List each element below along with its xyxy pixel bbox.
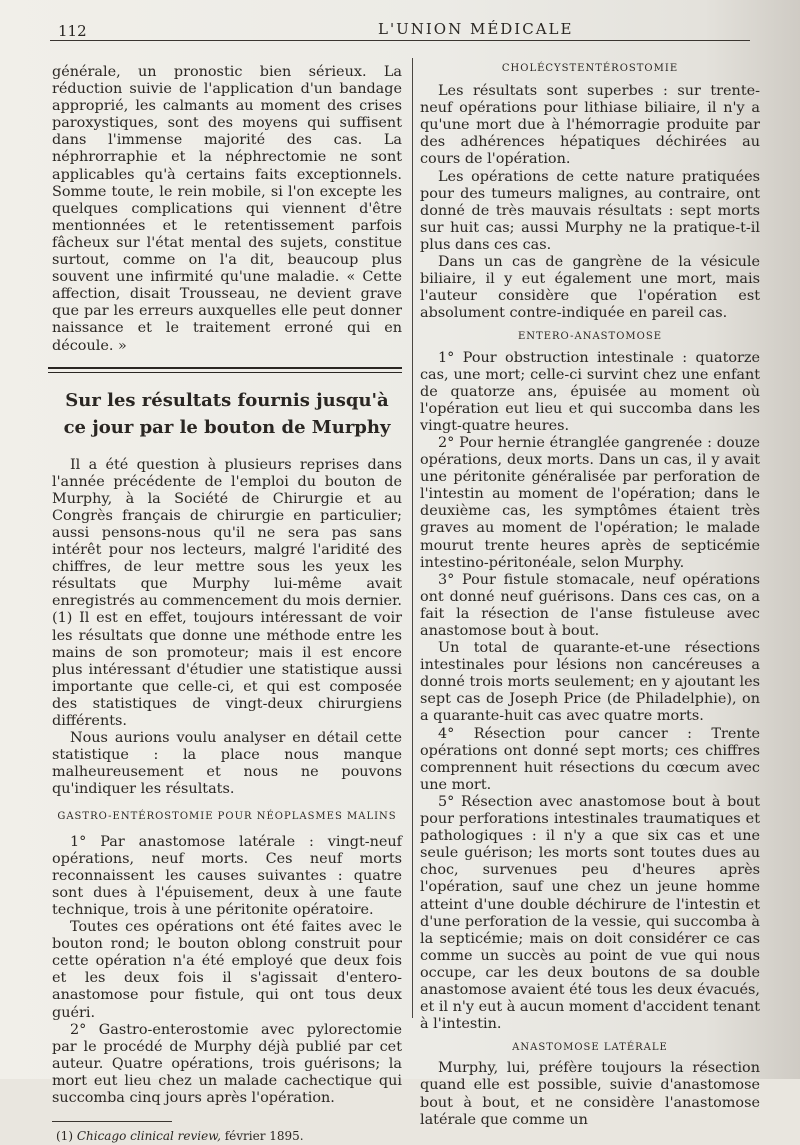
section-heading: ANASTOMOSE LATÉRALE — [512, 1042, 668, 1054]
paragraph: générale, un pronostic bien sérieux. La réduction suivie de l'application d'un bandage approprié, les calmants au moment des crises paroxystiques, sont des moyens qui suffisent dans l'immense majorité des cas. La néphrorraphie et la néphrectomie ne sont applicables qu'à certains faits exceptionnels. Somme toute, le rein mobile, si l'on excepte les quelques complications qui viennent d'être mentionnées et le retentissement parfois fâcheux sur l'état mental des sujets, constitue surtout, comme on l'a dit, beaucoup plus souvent une infirmité qu'une maladie. « Cette affection, disait Trousseau, ne devient grave que par les erreurs auxquelles elle peut donner naissance et le traitement erroné qui en découle. » — [52, 64, 402, 354]
paragraph: Il a été question à plusieurs reprises dans l'année précédente de l'emploi du bouton de Murphy, à la Société de Chirurgie et au Congrès français de chirurgie en particulier; aussi pensons-nous qu'il ne sera pas sans intérêt pour nos lecteurs, malgré l'aridité des chiffres, de leur mettre sous les yeux les résultats que Murphy lui-même avait enregistrés au commencement du mois dernier. (1) Il est en effet, toujours intéressant de voir les résultats que donne une méthode entre les mains de son promoteur; mais il est encore plus intéressant d'étudier une statistique aussi importante que celle-ci, et qui est composée des statistiques de vingt-deux chirurgiens différents. — [52, 456, 402, 729]
article-title: Sur les résultats fournis jusqu'à ce jour par le bouton de Murphy — [63, 389, 391, 438]
header-rule — [50, 40, 750, 41]
footnote-mark: (1) — [56, 1129, 73, 1144]
paragraph: 4° Résection pour cancer : Trente opérations ont donné sept morts; ces chiffres comprennent huit résections du cœcum avec une mort. — [420, 725, 760, 793]
running-title: L'UNION MÉDICALE — [378, 20, 574, 38]
paragraph: 2° Gastro-enterostomie avec pylorectomie par le procédé de Murphy déjà publié par cet auteur. Quatre opérations, trois guérisons; la mort eut lieu chez un malade cachectique qui succomba cinq jours après l'opération. — [52, 1021, 402, 1106]
paragraph: Murphy, lui, préfère toujours la résection quand elle est possible, suivie d'anastomose bout à bout, et ne considère l'anastomose latérale que comme un — [420, 1060, 760, 1128]
paragraph: Toutes ces opérations ont été faites avec le bouton rond; le bouton oblong construit pour cette opération n'a été employé que deux fois et les deux fois il s'agissait d'entero-anastomose pour fistule, qui ont tous deux guéri. — [52, 919, 402, 1021]
paragraph: Dans un cas de gangrène de la vésicule biliaire, il y eut également une mort, mais l'auteur considère que l'opération est absolument contre-indiquée en pareil cas. — [420, 254, 760, 322]
paragraph: 3° Pour fistule stomacale, neuf opérations ont donné neuf guérisons. Dans ces cas, on a fait la résection de l'anse fistuleuse avec anastomose bout à bout. — [420, 571, 760, 639]
section-heading: ENTERO-ANASTOMOSE — [518, 331, 662, 343]
paragraph: Les résultats sont superbes : sur trente-neuf opérations pour lithiase biliaire, il n'y a qu'une mort due à l'hémorragie produite par des adhérences hépatiques déchirées au cours de l'opération. — [420, 83, 760, 168]
footnote-date: février 1895. — [224, 1129, 304, 1144]
left-column — [52, 64, 402, 1145]
paragraph: Un total de quarante-et-une résections intestinales pour lésions non cancéreuses a donné trois morts seulement; en y ajoutant les sept cas de Joseph Price (de Philadelphie), on a quarante-huit cas avec quatre morts. — [420, 640, 760, 725]
paragraph: Les opérations de cette nature pratiquées pour des tumeurs malignes, au contraire, ont donné de très mauvais résultats : sept morts sur huit cas; aussi Murphy ne la pratique-t-il plus dans ces cas. — [420, 168, 760, 253]
footnote-source: Chicago clinical review, — [76, 1129, 221, 1144]
page-number: 112 — [58, 22, 87, 40]
paragraph: 5° Résection avec anastomose bout à bout pour perforations intestinales traumatiques et pathologiques : il n'y a que six cas et une seule guérison; les morts sont toutes dues au choc, survenues peu d'heures après l'opération, sauf une chez un jeune homme atteint d'une double déchirure de l'intestin et d'une perforation de la vessie, qui succomba à la septicémie; mais on doit considérer ce cas comme un succès au point de vue qui nous occupe, car les deux boutons de sa double anastomose avaient été tous les deux évacués, et il n'y eut à aucun moment d'accident tenant à l'intestin. — [420, 793, 761, 1033]
paragraph: 2° Pour hernie étranglée gangrenée : douze opérations, deux morts. Dans un cas, il y avait une péritonite généralisée par perforation de l'intestin au moment de l'opération; dans le deuxième cas, les symptômes étaient très graves au moment de l'opération; le malade mourut trente heures après de septicémie intestino-péritonéale, selon Murphy. — [420, 434, 760, 571]
footnote-rule — [52, 1121, 172, 1122]
paragraph: 1° Par anastomose latérale : vingt-neuf opérations, neuf morts. Ces neuf morts reconnaissent les causes suivantes : quatre sont dues à l'épuisement, deux à une faute technique, trois à une péritonite opératoire. — [52, 833, 402, 918]
paragraph: Nous aurions voulu analyser en détail cette statistique : la place nous manque malheureusement et nous ne pouvons qu'indiquer les résultats. — [52, 730, 402, 798]
section-heading: CHOLÉCYSTENTÉROSTOMIE — [501, 63, 679, 74]
section-heading: GASTRO-ENTÉROSTOMIE POUR NÉOPLASMES MALINS — [57, 811, 397, 823]
right-column — [420, 60, 760, 1129]
section-double-rule — [48, 367, 402, 373]
footnote — [52, 1128, 402, 1145]
paragraph: 1° Pour obstruction intestinale : quatorze cas, une mort; celle-ci survint chez une enfant de quatorze ans, épuisée au moment où l'opération eut lieu et qui succomba dans les vingt-quatre heures. — [420, 349, 760, 434]
column-divider — [412, 58, 413, 1018]
